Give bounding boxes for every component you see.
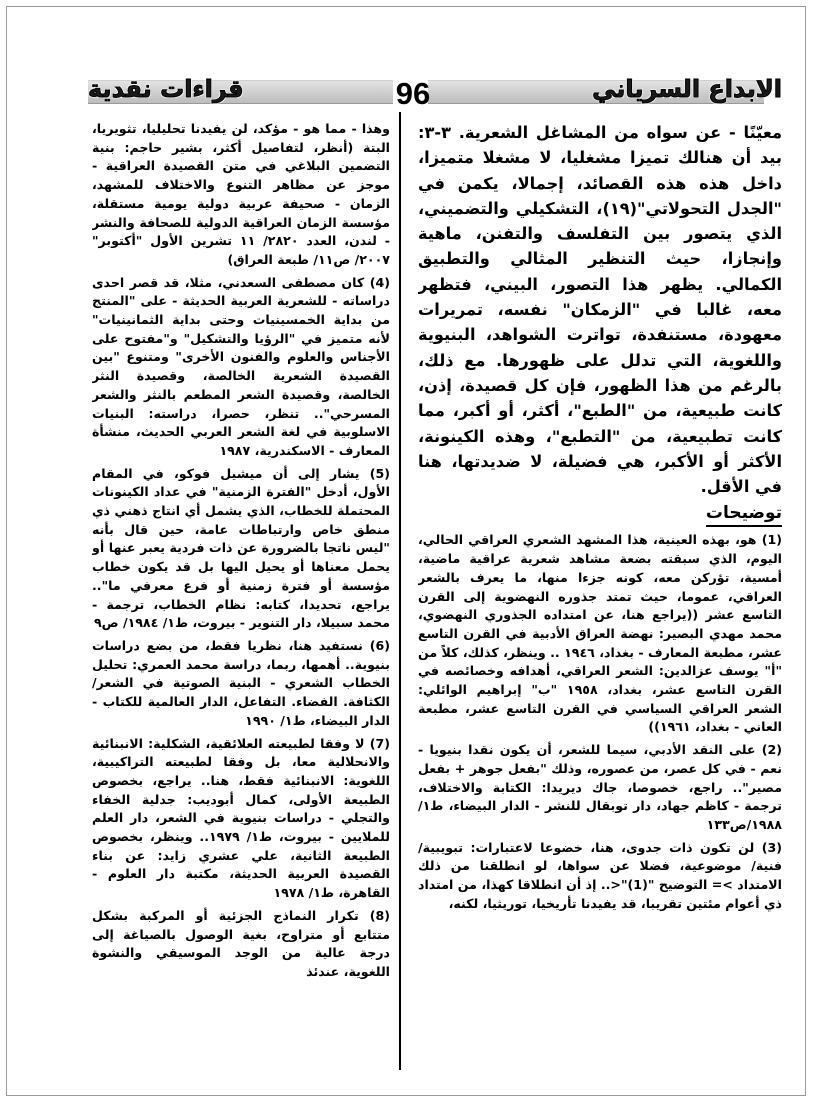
note-1: (1) هو، بهذه العينية، هذا المشهد الشعري العراقي الحالي، اليوم، الذي سبقته بضعة مشاهد شعرية عراقية ماضية، أمسية، تؤركن معه، كونه جزءا منها، ما يعرف بالشعر العراقي، عموما، حيث تمتد جذوره النهضوية إلى القرن التاسع عشر ((يراجع هنا، عن امتداده الجذوري النهضوي، محمد مهدي البصير: نهضة العراق الأدبية في القرن التاسع عشر، مطبعة المعارف - بغداد، ١٩٤٦ .. وينظر، كذلك، كلاً من "أ" يوسف عزالدين: الشعر العراقي، أهدافه وخصائصه في القرن التاسع عشر، بغداد، ١٩٥٨ "ب" إبراهيم الوائلي: الشعر العراقي السياسي في القرن التاسع عشر، مطبعة العاني - بغداد، ١٩٦١)) (418, 532, 782, 735)
note-7: (7) لا وفقا لطبيعته العلائقية، الشكلية: الانبنائية والانحلالية معا، بل وفقا لطبيعته التراكيبية، اللغوية: الانبنائية فقط، هنا.. يراجع، بخصوص الطبيعة الأولى، كمال أبوديب: جدلية الخفاء والتجلي - دراسات بنيوية في الشعر، دار العلم للملايين - بيروت، ط١/ ١٩٧٩.. وينظر، بخصوص الطبيعة الثانية، علي عشري زايد: عن بناء القصيدة العربية الحديثة، مكتبة دار العلوم - القاهرة، ط١/ ١٩٧٨ (92, 735, 390, 901)
notes-heading: توضيحات (706, 502, 782, 527)
note-6: (6) نستفيد هنا، نظريا فقط، من بضع دراسات بنيوية.. أهمها، ربما، دراسة محمد العمري: تحليل الخطاب الشعري - البنية الصوتية في الشعر/ الكثافة. الفضاء. التفاعل، الدار العالمية للكتاب - الدار البيضاء، ط١/ ١٩٩٠ (92, 637, 390, 728)
column-divider (399, 112, 401, 1070)
right-column (418, 120, 782, 1068)
note-3: (3) لن تكون ذات جدوى، هنا، خضوعا لاعتبارات: تبويبية/ فنية/ موضوعية، فضلا عن سواها، لو انطلقنا من ذلك الامتداد >= التوضيح "(1)"<.. إذ أن انطلاقا كهذا، من امتداد ذي أعوام مئتين تقريبا، قد يفيدنا تأريخيا، توريثيا، لكنه، (418, 839, 782, 911)
note-2: (2) على النقد الأدبي، سيما للشعر، أن يكون نقدا بنيويا - نعم - في كل عصر، من عصوره، وذلك "بفعل جوهر + بفعل مصير".. راجع، خصوصا، جاك ديريدا: الكتابة والاختلاف، ترجمة - كاظم جهاد، دار توبقال للنشر - الدار البيضاء، ط١/ ١٩٨٨/ص١٣٣ (418, 742, 782, 832)
note-5: (5) يشار إلى أن ميشيل فوكو، في المقام الأول، أدخل "الفترة الزمنية" في عداد الكينونات المحتملة للخطاب، الذي يشمل أي انتاج ذهني ذي منطق خاص وارتباطات عامة، حين قال بأنه "ليس ناتجا بالضرورة عن ذات فردية يعبر عنها أو يحمل معناها أو يحيل اليها بل قد يكون خطاب مؤسسة أو فترة زمنية أو فرع معرفي ما".. يراجع، تحديدا، كتابه: نظام الخطاب، ترجمة - محمد سبيلا، دار التنوير - بيروت، ط١/ ١٩٨٤/ ص٩ (92, 465, 390, 631)
note-3-continued: وهذا - مما هو - مؤكد، لن يفيدنا تحليليا، تثويريا، البتة (أنظر، لتفاصيل أكثر، بشير حاجم: بنية التضمين البلاغي في متن القصيدة العراقية - موجز عن مظاهر التنوع والاختلاف للمشهد، الزمان - صحيفة عربية دولية يومية مستقلة، مؤسسة الزمان العراقية الدولية للصحافة والنشر - لندن، العدد ٢٨٢٠/ ١١ تشرين الأول "أكتوبر" ٢٠٠٧/ ص١١/ طبعة العراق) (92, 121, 390, 267)
note-8: (8) تكرار النماذج الجزئية أو المركبة بشكل متتابع أو متراوح، بغية الوصول بالصياغة إلى درجة عالية من الوجد الموسيقي والنشوة اللغوية، عندئذ (92, 907, 390, 979)
page-header (0, 0, 814, 112)
magazine-title: الابداع السرياني (592, 75, 782, 103)
article-body: معيّنًا - عن سواه من المشاغل الشعرية. ٣-٣: بيد أن هنالك تميزا مشغليا، لا مشغلا متميزا، داخل هذه هذه القصائد، إجمالا، يكمن في "الجدل التحولاتي"(١٩)، التشكيلي والتضميني، الذي يتصور بين التفلسف والتفنن، ماهية وإنجازا، حيث التنظير المثالي والتطبيق الكمالي. يظهر هذا التصور، البيني، فتظهر معه، غالبا في "الزمكان" نفسه، تمريرات معهودة، مستنفدة، تواترت الشواهد، البنيوية واللغوية، التي تدلل على ظهورها. مع ذلك، بالرغم من هذا الظهور، فإن كل قصيدة، إذن، كانت طبيعية، من "الطبع"، أكثر، أو أكبر، مما كانت تطبيعية، من "التطبع"، وهذه الكينونة، الأكثر أو الأكبر، هي فضيلة، لا ضديدتها، هنا في الأقل. (418, 123, 782, 497)
note-4: (4) كان مصطفى السعدني، مثلا، قد قصر احدى دراساته - للشعرية العربية الحديثة - على "المنتج من بداية الخمسينيات وحتى بداية الثمانينيات" لأنه متميز في "الرؤيا والتشكيل" و"مفتوح على الأجناس والعلوم والفنون الأخرى" ومتنوع "بين القصيدة الشعرية الخالصة، وقصيدة النثر الخالصة، وقصيدة الشعر المطعم بالنثر والشعر المسرحي".. تنظر، حصرا، دراسته: البنيات الاسلوبية في لغة الشعر العربي الحديث، منشأة المعارف - الاسكندرية، ١٩٨٧ (92, 274, 390, 458)
left-column (92, 120, 390, 1068)
page-number: 96 (395, 76, 431, 111)
section-title: قراءات نقدية (88, 75, 244, 103)
